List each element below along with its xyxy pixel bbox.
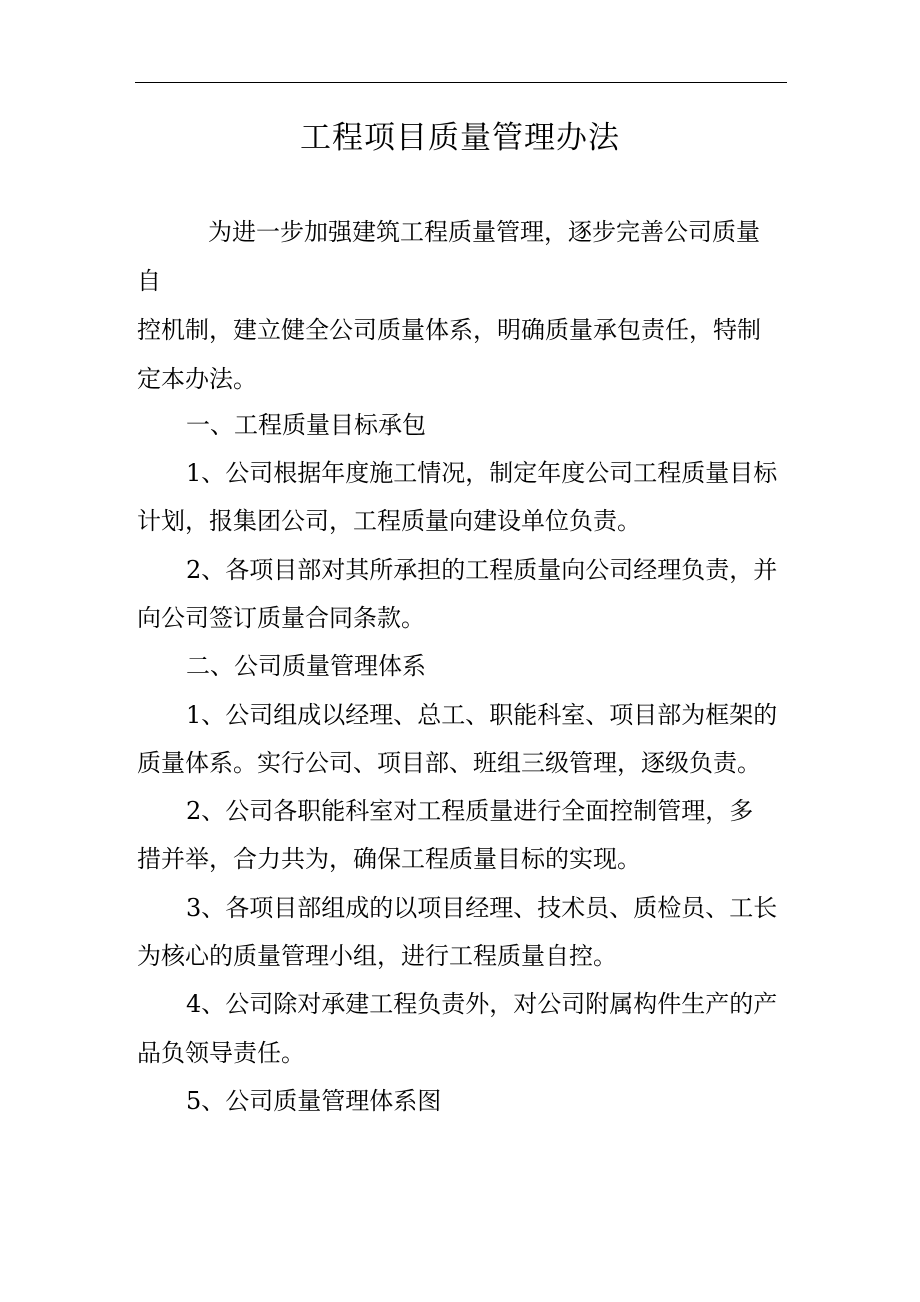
paragraph-line: 3、各项目部组成的以项目经理、技术员、质检员、工长: [186, 894, 778, 922]
section-heading: 一、工程质量目标承包: [186, 411, 426, 439]
paragraph-line: 计划，报集团公司，工程质量向建设单位负责。: [137, 507, 641, 535]
paragraph-line: 1、公司根据年度施工情况，制定年度公司工程质量目标: [186, 459, 778, 487]
paragraph-line: 品负领导责任。: [137, 1039, 305, 1067]
document-title: 工程项目质量管理办法: [300, 120, 620, 156]
section-heading: 二、公司质量管理体系: [186, 652, 426, 680]
paragraph-line: 自: [137, 267, 161, 295]
paragraph-line: 4、公司除对承建工程负责外，对公司附属构件生产的产: [186, 990, 778, 1018]
paragraph-line: 控机制，建立健全公司质量体系，明确质量承包责任，特制: [137, 316, 761, 344]
paragraph-line: 定本办法。: [137, 365, 257, 393]
paragraph-line: 5、公司质量管理体系图: [186, 1087, 442, 1115]
paragraph-line: 2、各项目部对其所承担的工程质量向公司经理负责，并: [186, 556, 778, 584]
paragraph-line: 向公司签订质量合同条款。: [137, 604, 425, 632]
paragraph-line: 措并举，合力共为，确保工程质量目标的实现。: [137, 845, 641, 873]
paragraph-line: 质量体系。实行公司、项目部、班组三级管理，逐级负责。: [137, 749, 761, 777]
paragraph-line: 2、公司各职能科室对工程质量进行全面控制管理，多: [186, 797, 754, 825]
paragraph-line: 为进一步加强建筑工程质量管理，逐步完善公司质量: [208, 218, 760, 246]
paragraph-line: 1、公司组成以经理、总工、职能科室、项目部为框架的: [186, 701, 778, 729]
paragraph-line: 为核心的质量管理小组，进行工程质量自控。: [137, 942, 617, 970]
header-rule: [135, 82, 787, 83]
